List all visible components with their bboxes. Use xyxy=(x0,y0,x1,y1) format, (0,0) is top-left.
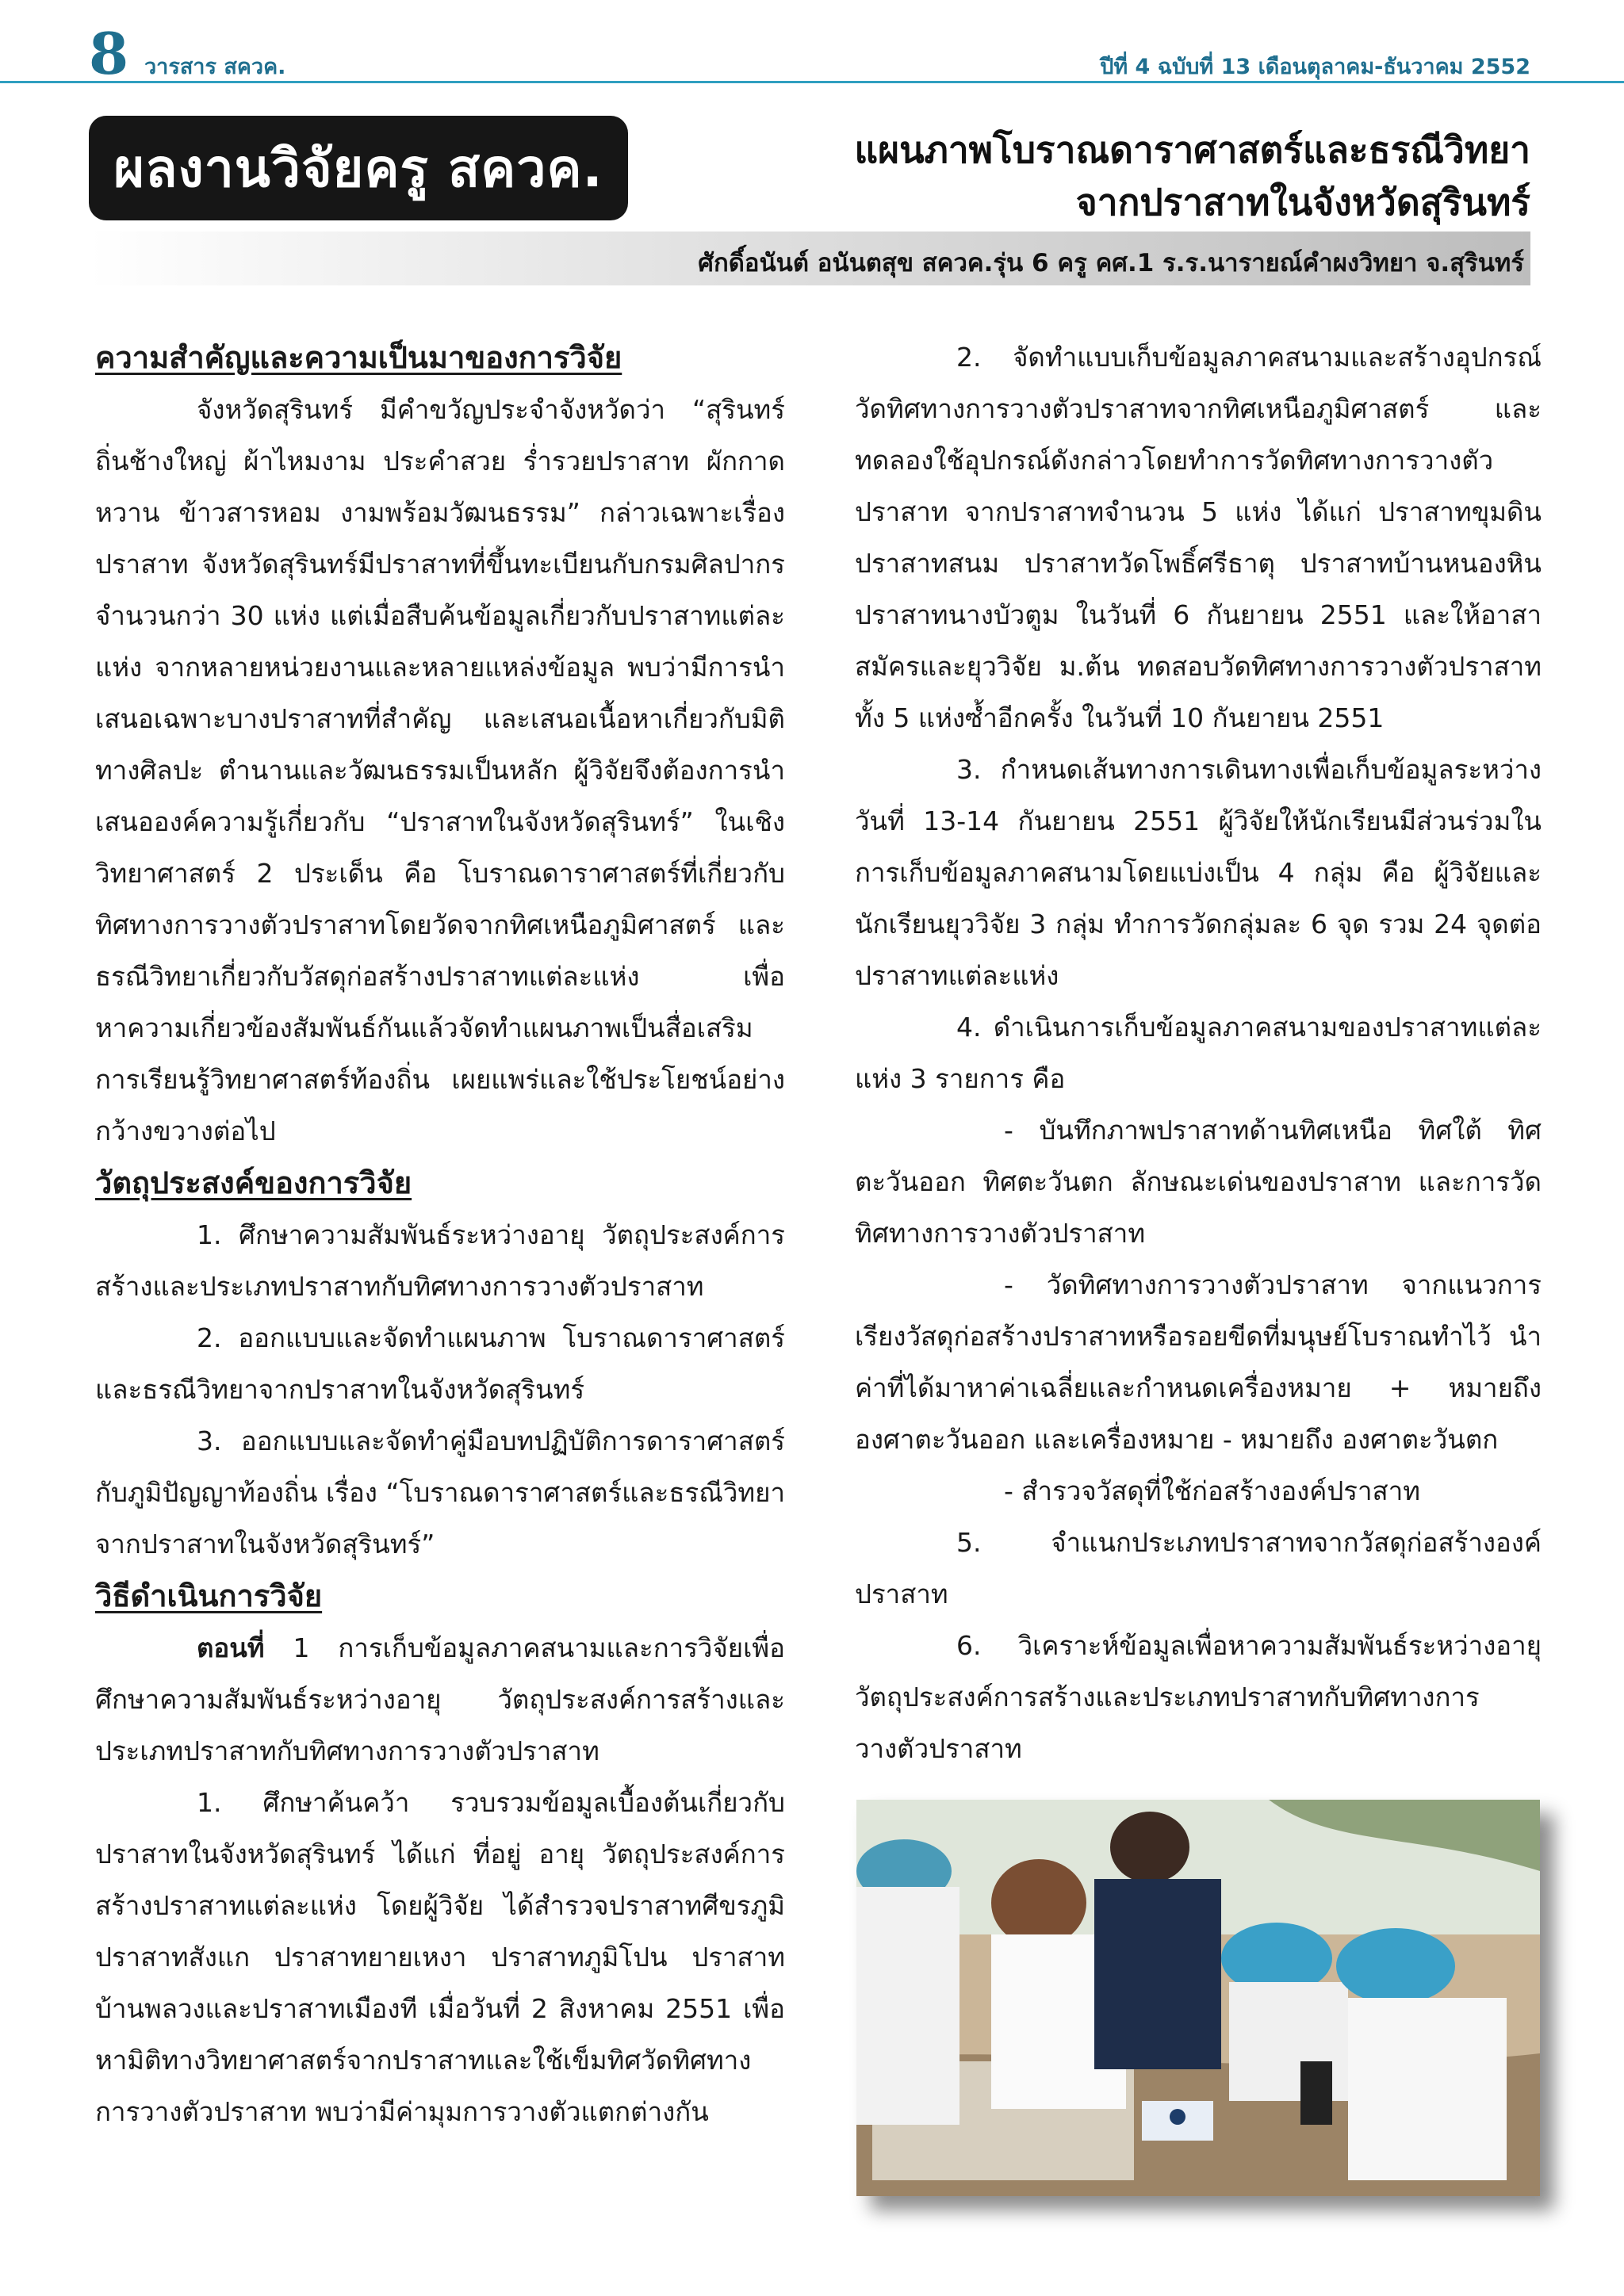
heading-importance: ความสำคัญและความเป็นมาของการวิจัย xyxy=(95,340,622,375)
step-1-text: 1 การเก็บข้อมูลภาคสนามและการวิจัยเพื่อศึกษาความสัมพันธ์ระหว่างอายุ วัตถุประสงค์การสร้างและประเภทปราสาทกับทิศทางการวางตัวปราสาท xyxy=(95,1632,785,1766)
bullet-1: - บันทึกภาพปราสาทด้านทิศเหนือ ทิศใต้ ทิศตะวันออก ทิศตะวันตก ลักษณะเด่นของปราสาท และการวัดทิศทางการวางตัวปราสาท xyxy=(855,1115,1542,1249)
method-item-2: 2. จัดทำแบบเก็บข้อมูลภาคสนามและสร้างอุปกรณ์วัดทิศทางการวางตัวปราสาทจากทิศเหนือภูมิศาสตร์ และทดลองใช้อุปกรณ์ดังกล่าวโดยทำการวัดทิศทางการวางตัวปราสาท จากปราสาทจำนวน 5 แห่ง ได้แก่ ปราสาทขุมดิน ปราสาทสนม ปราสาทวัดโพธิ์ศรีธาตุ ปราสาทบ้านหนองหิน ปราสาทนางบัวตูม ในวันที่ 6 กันยายน 2551 และให้อาสาสมัครและยุววิจัย ม.ต้น ทดสอบวัดทิศทางการวางตัวปราสาททั้ง 5 แห่งซ้ำอีกครั้ง ในวันที่ 10 กันยายน 2551 xyxy=(855,342,1542,733)
method-item-3: 3. กำหนดเส้นทางการเดินทางเพื่อเก็บข้อมูลระหว่างวันที่ 13-14 กันยายน 2551 ผู้วิจัยให้นักเรียนมีส่วนร่วมในการเก็บข้อมูลภาคสนามโดยแบ่งเป็น 4 กลุ่ม คือ ผู้วิจัยและนักเรียนยุววิจัย 3 กลุ่ม ทำการวัดกลุ่มละ 6 จุด รวม 24 จุดต่อปราสาทแต่ละแห่ง xyxy=(855,754,1542,991)
objective-3: 3. ออกแบบและจัดทำคู่มือบทปฏิบัติการดาราศาสตร์กับภูมิปัญญาท้องถิ่น เรื่อง “โบราณดาราศาสตร์และธรณีวิทยาจากปราสาทในจังหวัดสุรินทร์” xyxy=(95,1425,785,1559)
bullet-2: - วัดทิศทางการวางตัวปราสาท จากแนวการเรียงวัสดุก่อสร้างปราสาทหรือรอยขีดที่มนุษย์โบราณทำไว้ นำค่าที่ได้มาหาค่าเฉลี่ยและกำหนดเครื่องหมาย + หมายถึงองศาตะวันออก และเครื่องหมาย - หมายถึง องศาตะวันตก xyxy=(855,1269,1542,1455)
field-photo-illustration xyxy=(856,1800,1540,2196)
method-item-6: 6. วิเคราะห์ข้อมูลเพื่อหาความสัมพันธ์ระหว่างอายุ วัตถุประสงค์การสร้างและประเภทปราสาทกับทิศทางการวางตัวปราสาท xyxy=(855,1630,1542,1764)
paragraph-importance: จังหวัดสุรินทร์ มีคำขวัญประจำจังหวัดว่า “สุรินทร์ ถิ่นช้างใหญ่ ผ้าไหมงาม ประคำสวย ร่ำรวยปราสาท ผักกาดหวาน ข้าวสารหอม งามพร้อมวัฒนธรรม” กล่าวเฉพาะเรื่อง ปราสาท จังหวัดสุรินทร์มีปราสาทที่ขึ้นทะเบียนกับกรมศิลปากรจำนวนกว่า 30 แห่ง แต่เมื่อสืบค้นข้อมูลเกี่ยวกับปราสาทแต่ละแห่ง จากหลายหน่วยงานและหลายแหล่งข้อมูล พบว่ามีการนำเสนอเฉพาะบางปราสาทที่สำคัญ และเสนอเนื้อหาเกี่ยวกับมิติทางศิลปะ ตำนานและวัฒนธรรมเป็นหลัก ผู้วิจัยจึงต้องการนำเสนอองค์ความรู้เกี่ยวกับ “ปราสาทในจังหวัดสุรินทร์” ในเชิงวิทยาศาสตร์ 2 ประเด็น คือ โบราณดาราศาสตร์ที่เกี่ยวกับทิศทางการวางตัวปราสาทโดยวัดจากทิศเหนือภูมิศาสตร์ และธรณีวิทยาเกี่ยวกับวัสดุก่อสร้างปราสาทแต่ละแห่ง เพื่อหาความเกี่ยวข้องสัมพันธ์กันแล้วจัดทำแผนภาพเป็นสื่อเสริมการเรียนรู้วิทยาศาสตร์ท้องถิ่น เผยแพร่และใช้ประโยชน์อย่างกว้างขวางต่อไป xyxy=(95,394,785,1146)
right-column xyxy=(855,331,1542,1774)
heading-objectives: วัตถุประสงค์ของการวิจัย xyxy=(95,1165,412,1200)
title-line-2: จากปราสาทในจังหวัดสุรินทร์ xyxy=(1075,181,1530,224)
method-item-1: 1. ศึกษาค้นคว้า รวบรวมข้อมูลเบื้องต้นเกี่ยวกับปราสาทในจังหวัดสุรินทร์ ได้แก่ ที่อยู่ อายุ วัตถุประสงค์การสร้างปราสาทแต่ละแห่ง โดยผู้วิจัย ได้สำรวจปราสาทศีขรภูมิ ปราสาทสังแก ปราสาทยายเหงา ปราสาทภูมิโปน ปราสาทบ้านพลวงและปราสาทเมืองที เมื่อวันที่ 2 สิงหาคม 2551 เพื่อหามิติทางวิทยาศาสตร์จากปราสาทและใช้เข็มทิศวัดทิศทางการวางตัวปราสาท พบว่ามีค่ามุมการวางตัวแตกต่างกัน xyxy=(95,1787,785,2127)
bullet-3: - สำรวจวัสดุที่ใช้ก่อสร้างองค์ปราสาท xyxy=(1004,1475,1420,1506)
author-bar xyxy=(89,232,1530,285)
field-photo xyxy=(856,1800,1540,2196)
page-number: 8 xyxy=(89,20,129,87)
author-line: ศักดิ์อนันต์ อนันตสุข สควค.รุ่น 6 ครู คศ.1 ร.ร.นารายณ์คำผงวิทยา จ.สุรินทร์ xyxy=(698,249,1524,277)
objective-2: 2. ออกแบบและจัดทำแผนภาพ โบราณดาราศาสตร์และธรณีวิทยาจากปราสาทในจังหวัดสุรินทร์ xyxy=(95,1322,785,1405)
objective-1: 1. ศึกษาความสัมพันธ์ระหว่างอายุ วัตถุประสงค์การสร้างและประเภทปราสาทกับทิศทางการวางตัวปราสาท xyxy=(95,1219,785,1302)
method-item-4: 4. ดำเนินการเก็บข้อมูลภาคสนามของปราสาทแต่ละแห่ง 3 รายการ คือ xyxy=(855,1012,1542,1094)
method-item-5: 5. จำแนกประเภทปราสาทจากวัสดุก่อสร้างองค์ปราสาท xyxy=(855,1527,1542,1609)
magazine-name: วารสาร สควค. xyxy=(144,55,286,79)
step-label: ตอนที่ xyxy=(197,1632,265,1663)
article-title xyxy=(854,124,1530,228)
issue-info: ปีที่ 4 ฉบับที่ 13 เดือนตุลาคม-ธันวาคม 2552 xyxy=(1100,55,1530,79)
method-step-1 xyxy=(95,1622,785,1777)
title-line-1: แผนภาพโบราณดาราศาสตร์และธรณีวิทยา xyxy=(854,128,1530,171)
left-column xyxy=(95,331,785,2137)
section-badge: ผลงานวิจัยครู สควค. xyxy=(89,116,628,220)
heading-method: วิธีดำเนินการวิจัย xyxy=(95,1578,323,1613)
